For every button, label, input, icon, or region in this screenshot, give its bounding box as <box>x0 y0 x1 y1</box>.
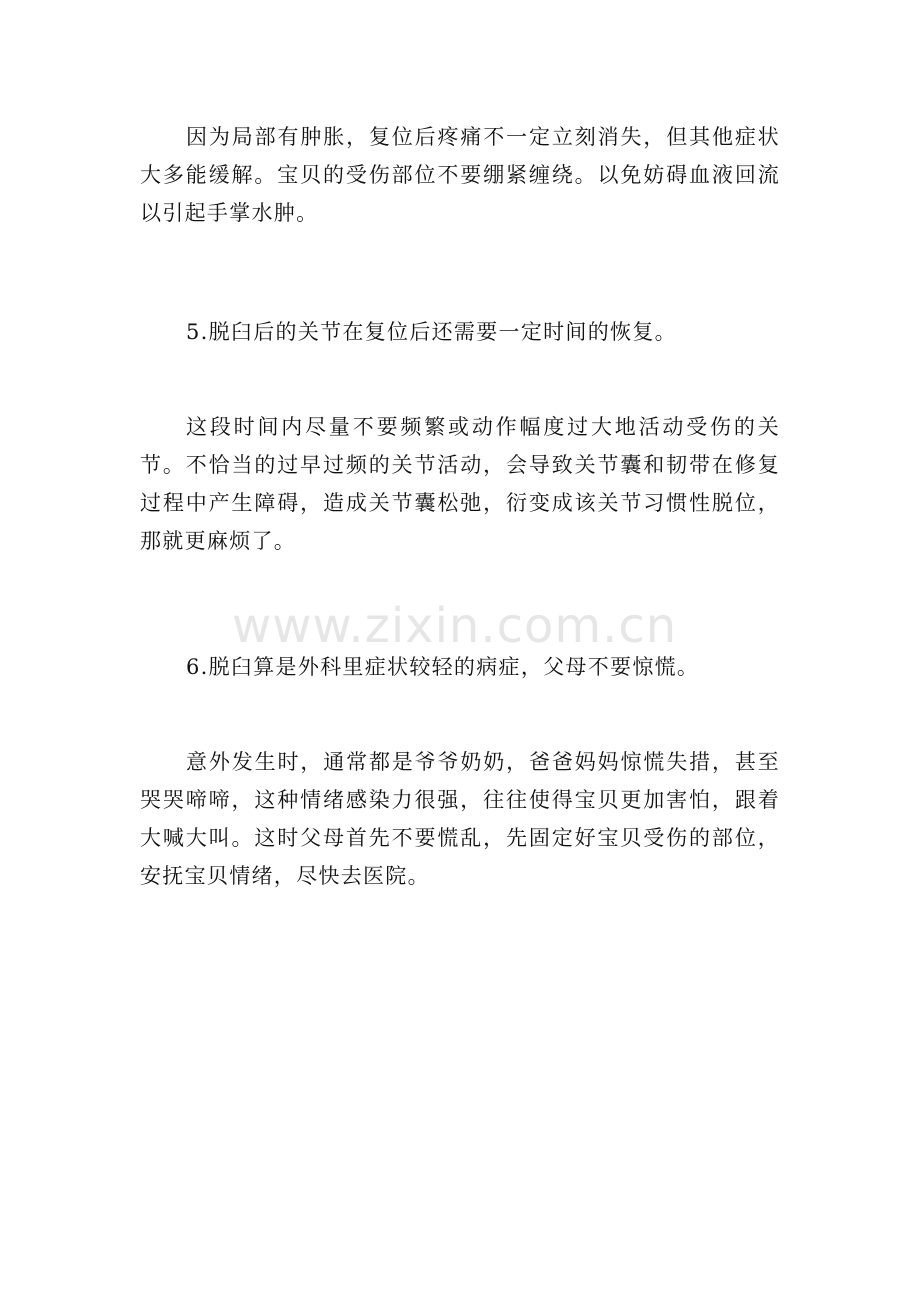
paragraph-accident: 意外发生时，通常都是爷爷奶奶，爸爸妈妈惊慌失措，甚至哭哭啼啼，这种情绪感染力很强，往往使得宝贝更加害怕，跟着大喊大叫。这时父母首先不要慌乱，先固定好宝贝受伤的部位，安抚宝贝情绪，尽快去医院。 <box>140 750 780 888</box>
point-6-heading: 6.脱臼算是外科里症状较轻的病症，父母不要惊慌。 <box>186 655 700 679</box>
watermark: www.zixin.com.cn <box>232 598 678 654</box>
paragraph-swelling: 因为局部有肿胀，复位后疼痛不一定立刻消失，但其他症状大多能缓解。宝贝的受伤部位不要绷紧缠绕。以免妨碍血液回流以引起手掌水肿。 <box>140 125 780 225</box>
paragraph-recovery: 这段时间内尽量不要频繁或动作幅度过大地活动受伤的关节。不恰当的过早过频的关节活动，会导致关节囊和韧带在修复过程中产生障碍，造成关节囊松弛，衍变成该关节习惯性脱位，那就更麻烦了。 <box>140 415 780 553</box>
point-5-heading: 5.脱臼后的关节在复位后还需要一定时间的恢复。 <box>186 320 677 344</box>
